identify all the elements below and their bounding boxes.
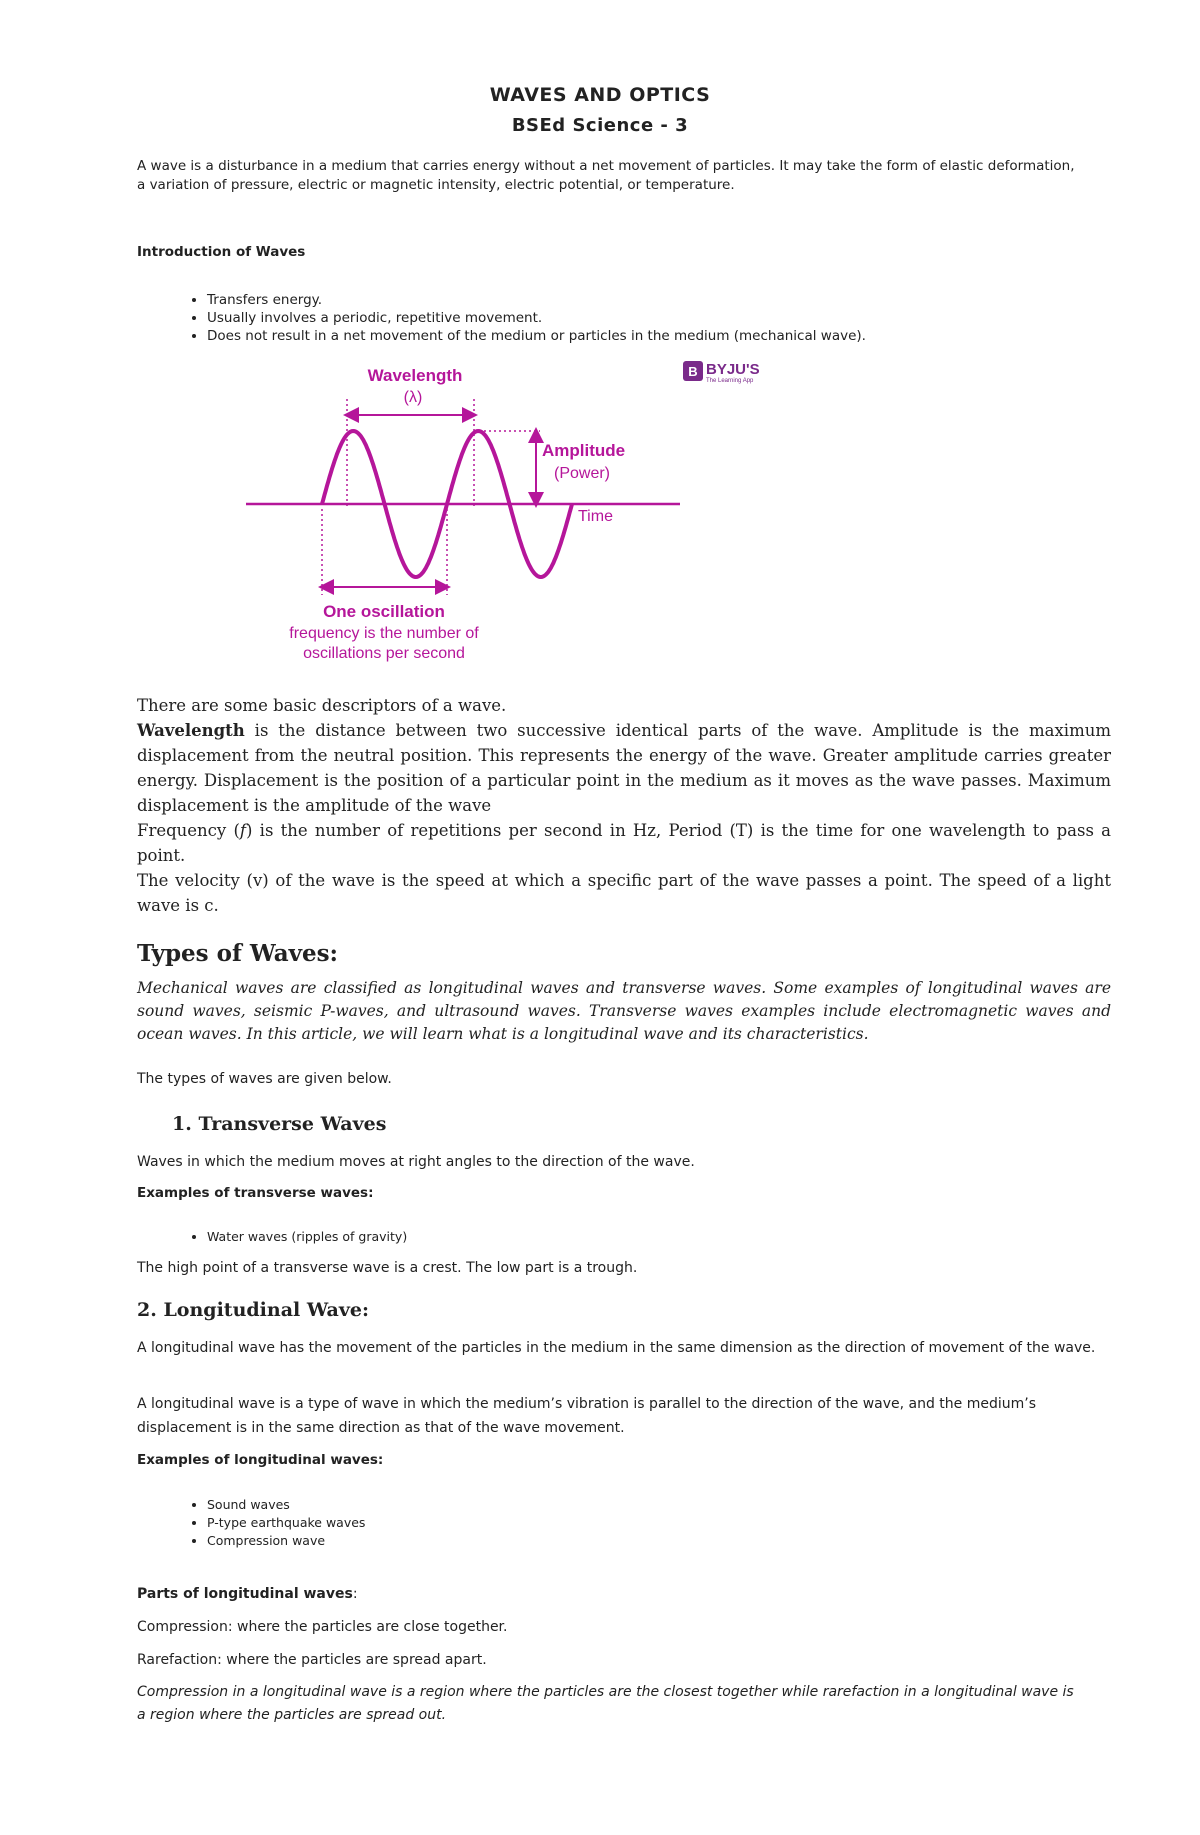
- longitudinal-heading: 2. Longitudinal Wave:: [137, 1299, 369, 1321]
- transverse-description: Waves in which the medium moves at right angles to the direction of the wave.: [137, 1154, 695, 1170]
- wavelength-symbol: (λ): [403, 389, 423, 406]
- svg-text:B: B: [688, 364, 698, 379]
- introduction-heading: Introduction of Waves: [137, 244, 306, 260]
- rarefaction-definition: Rarefaction: where the particles are spread apart.: [137, 1652, 487, 1668]
- amplitude-sublabel: (Power): [554, 465, 611, 482]
- parts-heading: Parts of longitudinal waves: [137, 1586, 353, 1602]
- types-italic-paragraph: Mechanical waves are classified as longitudinal waves and transverse waves. Some examples of longitudinal waves are sound waves, seismic P-waves, and ultrasound waves. Transverse waves examples include electromagnetic waves and ocean waves. In this article, we will learn what is a longitudinal wave and its characteristics.: [137, 979, 1111, 1043]
- wavelength-text: is the distance between two successive identical parts of the wave. Amplitude is the maximum displacement from the neutral position. This represents the energy of the wave. Greater amplitude carries greater energy. Displacement is the position of a particular point in the medium as it moves as the wave passes. Maximum displacement is the amplitude of the wave: [137, 721, 1111, 815]
- list-item: • Sound waves: [207, 1496, 1007, 1514]
- transverse-examples-heading: Examples of transverse waves:: [137, 1185, 374, 1201]
- list-item: • P-type earthquake waves: [207, 1514, 1007, 1532]
- compression-definition: Compression: where the particles are close together.: [137, 1619, 508, 1635]
- longitudinal-examples-heading: Examples of longitudinal waves:: [137, 1452, 384, 1468]
- byjus-logo: [683, 361, 760, 384]
- descriptors-intro: There are some basic descriptors of a wave.: [137, 696, 507, 715]
- list-item: • Transfers energy.: [207, 291, 1107, 309]
- closing-italic-paragraph: Compression in a longitudinal wave is a region where the particles are the closest together while rarefaction in a longitudinal wave is a region where the particles are spread out.: [137, 1684, 1074, 1723]
- frequency-symbol: f: [239, 821, 247, 840]
- introduction-bullet-list: [137, 291, 1107, 345]
- byjus-brand: BYJU'S: [706, 361, 760, 378]
- intro-paragraph: A wave is a disturbance in a medium that carries energy without a net movement of particles. It may take the form of elastic deformation, a variation of pressure, electric or magnetic intensity, electric potential, or temperature.: [137, 158, 1075, 193]
- byjus-tagline: The Learning App: [706, 378, 754, 384]
- wavelength-paragraph: [137, 718, 1111, 818]
- oscillation-label: One oscillation: [323, 602, 445, 621]
- longitudinal-paragraph-2: A longitudinal wave is a type of wave in which the medium’s vibration is parallel to the direction of the wave, and the medium’s displacement is in the same direction as that of the wave movement.: [137, 1396, 1037, 1436]
- velocity-paragraph: The velocity (v) of the wave is the speed at which a specific part of the wave passes a point. The speed of a light wave is c.: [137, 871, 1111, 915]
- crest-trough-text: The high point of a transverse wave is a crest. The low part is a trough.: [137, 1260, 638, 1276]
- document-title: WAVES AND OPTICS: [489, 84, 711, 106]
- longitudinal-examples-list: [137, 1496, 1007, 1550]
- time-label: Time: [578, 508, 613, 525]
- types-heading: Types of Waves:: [137, 940, 339, 967]
- descriptors-block: [137, 693, 1111, 918]
- frequency-line2: oscillations per second: [303, 645, 465, 662]
- longitudinal-paragraph-1: A longitudinal wave has the movement of the particles in the medium in the same dimension as the direction of movement of the wave.: [137, 1340, 1096, 1356]
- transverse-examples-list: [137, 1228, 1007, 1246]
- list-item: • Usually involves a periodic, repetitive movement.: [207, 309, 1107, 327]
- document-subtitle: BSEd Science - 3: [511, 115, 689, 136]
- wavelength-term: Wavelength: [137, 721, 245, 740]
- amplitude-label: Amplitude: [542, 441, 626, 460]
- transverse-heading: 1. Transverse Waves: [172, 1113, 387, 1135]
- list-item: • Water waves (ripples of gravity): [207, 1228, 1007, 1246]
- frequency-paragraph: Frequency (f) is the number of repetitions per second in Hz, Period (T) is the time for one wavelength to pass a point.: [137, 821, 1111, 865]
- wave-diagram: [240, 355, 800, 675]
- list-item: • Compression wave: [207, 1532, 1007, 1550]
- wavelength-label: Wavelength: [367, 366, 463, 385]
- parts-heading-line: Parts of longitudinal waves:: [137, 1586, 358, 1602]
- types-given-below: The types of waves are given below.: [137, 1071, 392, 1087]
- frequency-line1: frequency is the number of: [289, 625, 479, 642]
- list-item: • Does not result in a net movement of the medium or particles in the medium (mechanical wave).: [207, 327, 1107, 345]
